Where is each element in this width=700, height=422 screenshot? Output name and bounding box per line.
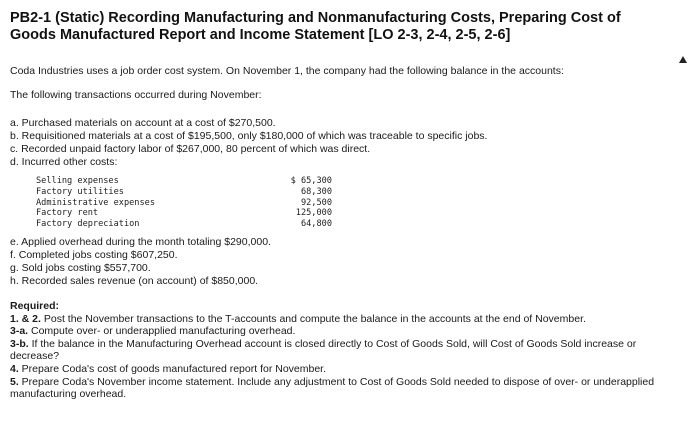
- transactions-intro: The following transactions occurred during November:: [10, 89, 262, 101]
- transaction-a: a. Purchased materials on account at a cost of $270,500.: [10, 117, 276, 129]
- required-heading: Required:: [10, 300, 60, 312]
- transaction-h: h. Recorded sales revenue (on account) of $850,000.: [10, 275, 259, 287]
- required-item-text: Prepare Coda's cost of goods manufactured report for November.: [18, 362, 327, 375]
- cost-label: Administrative expenses: [36, 197, 155, 208]
- cost-label: Factory depreciation: [36, 219, 140, 230]
- cost-label: Factory rent: [36, 208, 99, 219]
- required-item-number: 3-a.: [10, 325, 29, 338]
- required-item-text: Prepare Coda's November income statement. Include any adjustment to Cost of Goods Sold needed to dispose of over- or underapplied manufacturing overhead.: [10, 375, 655, 401]
- required-item-text: Post the November transactions to the T-accounts and compute the balance in the accounts at the end of November.: [40, 312, 586, 325]
- cost-label: Selling expenses: [36, 176, 119, 186]
- required-item-5: [10, 376, 670, 401]
- required-item-4: [10, 363, 670, 376]
- cost-label: Factory utilities: [36, 186, 124, 197]
- cost-value: $ 65,300: [290, 176, 332, 186]
- cost-row-factory-depreciation: [36, 219, 332, 230]
- cost-row-administrative: [36, 198, 332, 209]
- cost-row-factory-rent: [36, 208, 332, 219]
- other-costs-table: [36, 176, 332, 230]
- cursor-arrow-icon: [679, 56, 687, 63]
- required-item-number: 4.: [10, 362, 19, 375]
- required-item-3a: [10, 325, 670, 338]
- required-item-text: Compute over- or underapplied manufacturing overhead.: [28, 325, 296, 338]
- required-item-3b: [10, 338, 670, 363]
- transaction-f: f. Completed jobs costing $607,250.: [10, 249, 178, 261]
- transaction-b: b. Requisitioned materials at a cost of $195,500, only $180,000 of which was traceable to specific jobs.: [10, 130, 488, 142]
- transaction-c: c. Recorded unpaid factory labor of $267,000, 80 percent of which was direct.: [10, 143, 371, 155]
- required-section: [10, 300, 670, 401]
- required-item-text: If the balance in the Manufacturing Overhead account is closed directly to Cost of Goods Sold, will Cost of Goods Sold increase or decrease?: [10, 337, 637, 363]
- cost-value: 64,800: [300, 219, 332, 230]
- transaction-e: e. Applied overhead during the month totaling $290,000.: [10, 236, 271, 248]
- cost-row-selling: [36, 176, 332, 187]
- required-item-1-2: [10, 313, 670, 326]
- cost-value: 125,000: [295, 208, 332, 219]
- required-item-number: 5.: [10, 375, 19, 388]
- transaction-g: g. Sold jobs costing $557,700.: [10, 262, 151, 274]
- cost-value: 68,300: [300, 186, 332, 197]
- cost-value: 92,500: [300, 197, 332, 208]
- intro-text: Coda Industries uses a job order cost system. On November 1, the company had the following balance in the accounts:: [10, 65, 564, 77]
- problem-title: PB2-1 (Static) Recording Manufacturing and Nonmanufacturing Costs, Preparing Cost of Goods Manufactured Report and Income Statement [LO 2-3, 2-4, 2-5, 2-6]: [10, 10, 621, 43]
- cost-row-factory-utilities: [36, 187, 332, 198]
- required-item-number: 1. & 2.: [10, 312, 41, 325]
- transaction-d: d. Incurred other costs:: [10, 156, 118, 168]
- required-item-number: 3-b.: [10, 337, 29, 350]
